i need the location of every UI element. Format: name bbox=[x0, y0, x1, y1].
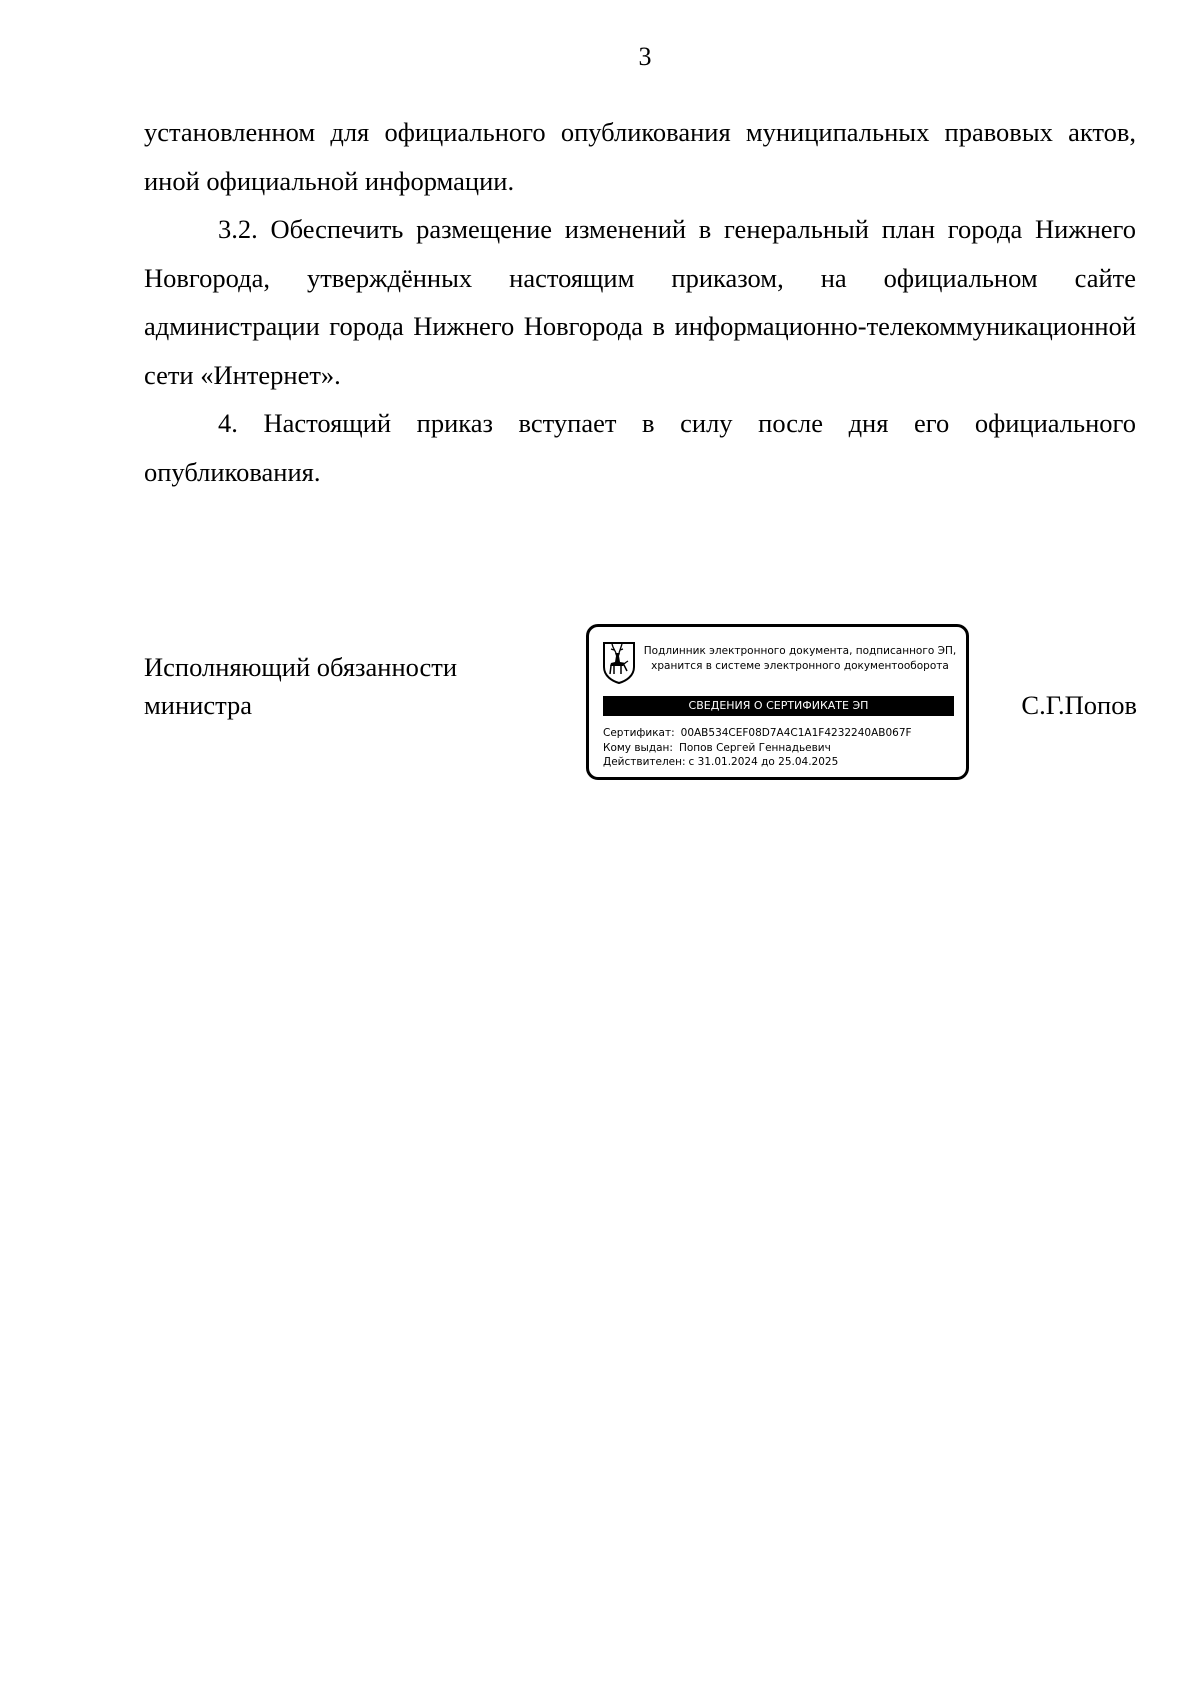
stamp-header-line1: Подлинник электронного документа, подписанного ЭП, bbox=[643, 645, 957, 657]
stamp-certificate-row bbox=[603, 726, 912, 741]
signer-title-line1: Исполняющий обязанности bbox=[144, 652, 458, 682]
signer-title bbox=[144, 648, 457, 724]
valid-value: с 31.01.2024 до 25.04.2025 bbox=[688, 756, 839, 768]
electronic-signature-stamp bbox=[586, 624, 969, 780]
deer-coat-of-arms-icon bbox=[602, 641, 636, 685]
stamp-validity-row bbox=[603, 755, 912, 770]
issued-to-label: Кому выдан: bbox=[603, 741, 673, 754]
certificate-value: 00AB534CEF08D7A4C1A1F4232240AB067F bbox=[680, 727, 912, 739]
signer-title-line2: министра bbox=[144, 690, 252, 720]
stamp-header bbox=[641, 644, 959, 674]
stamp-header-line2: хранится в системе электронного документооборота bbox=[651, 660, 949, 672]
document-body bbox=[144, 108, 1136, 496]
paragraph-continuation: установленном для официального опубликования муниципальных правовых актов, иной официальной информации. bbox=[144, 117, 1136, 196]
certificate-label: Сертификат: bbox=[603, 727, 675, 739]
issued-to-value: Попов Сергей Геннадьевич bbox=[678, 741, 831, 754]
valid-label: Действителен: bbox=[603, 756, 686, 768]
stamp-issued-row bbox=[603, 741, 912, 756]
paragraph-3-2: 3.2. Обеспечить размещение изменений в генеральный план города Нижнего Новгорода, утверждённых настоящим приказом, на официальном сайте администрации города Нижнего Новгорода в информационно-телекоммуникационной сети «Интернет». bbox=[144, 214, 1136, 390]
signer-name: С.Г.Попов bbox=[1021, 690, 1137, 720]
paragraph-4: 4. Настоящий приказ вступает в силу после дня его официального опубликования. bbox=[144, 408, 1136, 487]
page-number: 3 bbox=[638, 42, 652, 71]
stamp-certificate-details bbox=[603, 726, 912, 770]
stamp-certificate-bar: СВЕДЕНИЯ О СЕРТИФИКАТЕ ЭП bbox=[603, 696, 954, 716]
